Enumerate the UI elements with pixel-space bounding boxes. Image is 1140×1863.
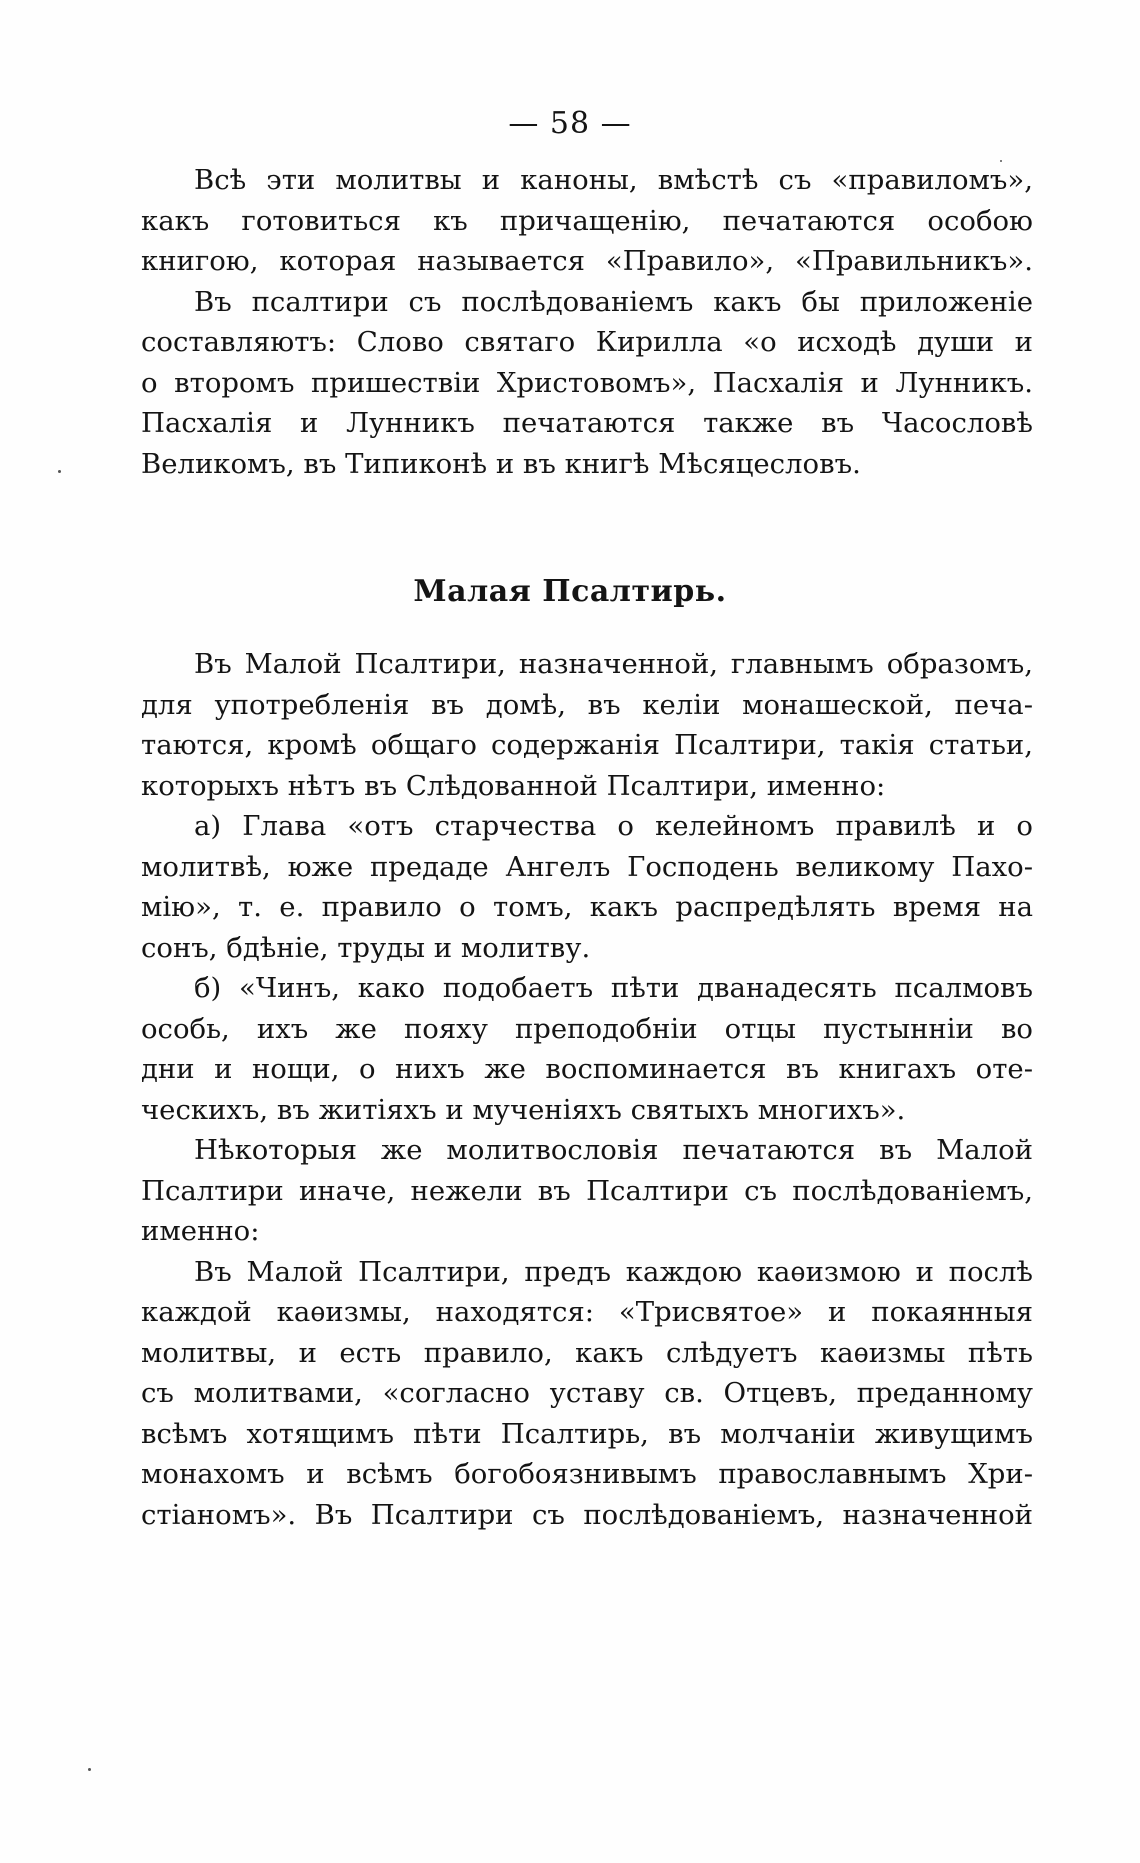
text-line: о второмъ пришествіи Христовомъ», Пасхалія и Лунникъ. — [141, 366, 1033, 399]
text-line: молитвѣ, юже предаде Ангелъ Господень великому Пахо- — [141, 850, 1033, 883]
text-line: именно: — [141, 1215, 260, 1247]
text-line: таются, кромѣ общаго содержанія Псалтири, такія статьи, — [141, 729, 1033, 761]
text-line: Нѣкоторыя же молитвословія печатаются въ Малой — [194, 1134, 1033, 1166]
text-line: Пасхалія и Лунникъ печатаются также въ Часословѣ — [141, 407, 1033, 439]
text-line: Псалтири иначе, нежели въ Псалтири съ послѣдованіемъ, — [141, 1174, 1033, 1207]
text-line: Въ Малой Псалтири, назначенной, главнымъ образомъ, — [194, 648, 1033, 680]
text-line: мію», т. е. правило о томъ, какъ распредѣлять время на — [141, 891, 1033, 923]
text-line: б) «Чинъ, како подобаетъ пѣти дванадесять псалмовъ — [194, 972, 1033, 1004]
text-line: особь, ихъ же пояху преподобніи отцы пустынніи во — [141, 1012, 1033, 1045]
text-line: книгою, которая называется «Правило», «Правильникъ». — [141, 245, 1033, 277]
text-line: дни и нощи, о нихъ же воспоминается въ книгахъ оте- — [141, 1053, 1033, 1085]
page-number: — 58 — — [508, 106, 632, 141]
text-line: Великомъ, въ Типиконѣ и въ книгѣ Мѣсяцесловъ. — [141, 447, 861, 480]
print-speck — [58, 470, 61, 473]
text-line: сонъ, бдѣніе, труды и молитву. — [141, 931, 591, 964]
text-line: Въ псалтири съ послѣдованіемъ какъ бы приложеніе — [194, 285, 1033, 318]
text-line: Всѣ эти молитвы и каноны, вмѣстѣ съ «правиломъ», — [194, 164, 1033, 196]
text-line: а) Глава «отъ старчества о келейномъ правилѣ и о — [194, 810, 1033, 842]
text-line: стіаномъ». Въ Псалтири съ послѣдованіемъ, назначенной — [141, 1498, 1033, 1531]
print-speck — [1000, 160, 1002, 162]
text-line: для употребленія въ домѣ, въ келіи монашеской, печа- — [141, 688, 1033, 721]
text-line: съ молитвами, «согласно уставу св. Отцевъ, преданному — [141, 1377, 1033, 1409]
paragraph-section-1 — [141, 160, 1033, 484]
paragraph-section-2 — [141, 644, 1033, 1535]
text-line: Въ Малой Псалтири, предъ каждою каѳизмою и послѣ — [194, 1255, 1033, 1288]
text-line: каждой каѳизмы, находятся: «Трисвятое» и покаянныя — [141, 1296, 1033, 1328]
text-line: какъ готовиться къ причащенію, печатаются особою — [141, 204, 1033, 237]
text-line: монахомъ и всѣмъ богобоязнивымъ православнымъ Хри- — [141, 1458, 1033, 1490]
text-line: которыхъ нѣтъ въ Слѣдованной Псалтири, именно: — [141, 769, 886, 802]
text-line: всѣмъ хотящимъ пѣти Псалтирь, въ молчаніи живущимъ — [141, 1417, 1033, 1450]
text-line: составляютъ: Слово святаго Кирилла «о исходѣ души и — [141, 326, 1033, 358]
text-line: ческихъ, въ житіяхъ и мученіяхъ святыхъ многихъ». — [141, 1093, 906, 1126]
section-heading: Малая Псалтирь. — [413, 574, 727, 609]
print-speck — [88, 1768, 91, 1771]
text-line: молитвы, и есть правило, какъ слѣдуетъ каѳизмы пѣть — [141, 1336, 1033, 1369]
